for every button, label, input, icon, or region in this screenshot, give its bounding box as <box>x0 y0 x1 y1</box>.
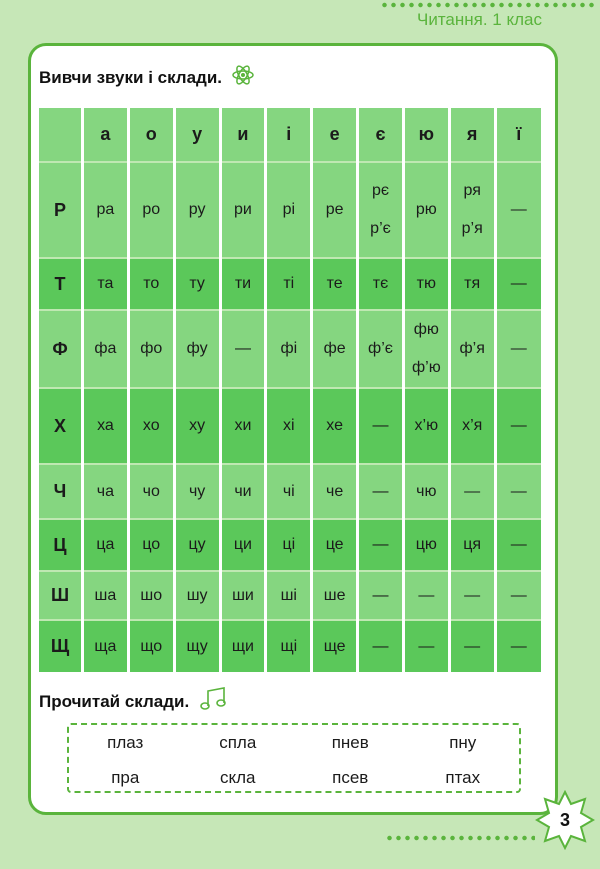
syllable-text: ши <box>232 586 254 604</box>
syllable-text: р’є <box>370 220 391 237</box>
consonant-cell: Х <box>53 415 66 436</box>
syllable-text: фе <box>323 340 346 357</box>
syllable-text: ф’ю <box>411 359 441 376</box>
table-row <box>39 310 541 388</box>
syllable-text: че <box>326 482 344 500</box>
syllable-cell <box>266 519 312 571</box>
syllable-table <box>39 108 541 672</box>
syllable-cell <box>174 388 220 464</box>
syllable-cell <box>266 258 312 310</box>
table-row <box>39 571 541 620</box>
syllable-cell <box>128 464 174 519</box>
syllable-cell <box>83 571 129 620</box>
reading-syllable: скла <box>219 768 256 787</box>
syllable-cell <box>495 464 541 519</box>
page-number: 3 <box>559 810 570 830</box>
syllable-text: — <box>418 637 435 655</box>
table-row <box>39 388 541 464</box>
syllable-cell <box>358 620 404 672</box>
syllable-text: — <box>510 637 527 655</box>
table-header-row <box>39 108 541 162</box>
syllable-text: то <box>143 275 160 292</box>
syllable-text: чи <box>234 482 252 500</box>
syllable-cell <box>83 464 129 519</box>
syllable-text: ці <box>282 536 296 553</box>
syllable-text: щу <box>186 637 208 655</box>
syllable-cell <box>128 310 174 388</box>
syllable-cell <box>449 620 495 672</box>
syllable-cell <box>83 310 129 388</box>
consonant-cell: Щ <box>50 636 70 656</box>
syllable-text: рю <box>415 201 437 218</box>
syllable-text: — <box>372 586 389 604</box>
section-title-text: Вивчи звуки і склади. <box>39 67 223 87</box>
syllable-text: — <box>510 536 527 553</box>
syllable-text: — <box>510 275 527 292</box>
page-number-badge <box>535 790 595 850</box>
syllable-text: ти <box>234 275 252 292</box>
syllable-text: цу <box>188 536 206 553</box>
syllable-text: ру <box>188 201 206 218</box>
syllable-cell <box>83 388 129 464</box>
syllable-text: — <box>510 340 527 357</box>
vowel-header-cell: е <box>312 108 358 162</box>
syllable-text: фу <box>186 340 208 357</box>
reading-syllable: плаз <box>107 733 144 752</box>
syllable-cell <box>174 571 220 620</box>
syllable-text: рє <box>371 182 390 199</box>
syllable-cell <box>495 620 541 672</box>
syllable-cell <box>174 310 220 388</box>
syllable-cell <box>220 310 266 388</box>
syllable-text: чу <box>188 482 206 500</box>
syllable-cell <box>358 464 404 519</box>
reading-syllable: псев <box>332 768 369 787</box>
table-row <box>39 162 541 258</box>
syllable-cell <box>495 388 541 464</box>
syllable-cell <box>449 571 495 620</box>
syllable-cell <box>128 388 174 464</box>
music-notes-icon <box>199 686 229 717</box>
syllable-cell <box>449 310 495 388</box>
syllable-cell <box>266 571 312 620</box>
reading-syllable: пра <box>111 768 140 787</box>
decorative-dots-top <box>380 2 595 8</box>
syllable-text: тє <box>372 275 389 292</box>
table-row <box>39 519 541 571</box>
syllable-cell <box>403 258 449 310</box>
syllable-cell <box>312 519 358 571</box>
reading-syllable: птах <box>445 768 481 787</box>
syllable-cell <box>358 258 404 310</box>
syllable-cell <box>312 258 358 310</box>
syllable-cell <box>312 620 358 672</box>
syllable-cell <box>403 620 449 672</box>
syllable-cell <box>128 258 174 310</box>
reading-row <box>69 768 519 788</box>
syllable-cell <box>83 162 129 258</box>
syllable-text: ча <box>96 482 115 500</box>
syllable-text: тю <box>416 275 436 292</box>
syllable-cell <box>403 519 449 571</box>
syllable-text: хі <box>283 417 295 434</box>
syllable-cell <box>358 571 404 620</box>
syllable-cell <box>312 388 358 464</box>
syllable-text: те <box>326 275 343 292</box>
syllable-text: ху <box>189 417 206 434</box>
syllable-cell <box>83 258 129 310</box>
syllable-cell <box>174 620 220 672</box>
vowel-header-cell: і <box>266 108 312 162</box>
syllable-text: хи <box>234 417 252 434</box>
syllable-text: ця <box>463 536 482 553</box>
syllable-text: ше <box>323 586 346 604</box>
consonant-cell: Ц <box>53 534 67 555</box>
syllable-cell <box>449 519 495 571</box>
syllable-text: ха <box>97 417 114 434</box>
syllable-text: хе <box>326 417 343 434</box>
syllable-cell <box>266 464 312 519</box>
syllable-cell <box>220 162 266 258</box>
syllable-text: фо <box>140 340 163 357</box>
syllable-text: ще <box>323 637 346 655</box>
syllable-cell <box>449 258 495 310</box>
syllable-text: ту <box>189 275 205 292</box>
syllable-text: щі <box>280 637 298 655</box>
syllable-text: та <box>97 275 114 292</box>
syllable-cell <box>220 620 266 672</box>
consonant-cell: Т <box>54 273 66 294</box>
consonant-cell: Ф <box>52 338 68 359</box>
table-corner-cell <box>39 108 83 162</box>
syllable-text: — <box>372 536 389 553</box>
syllable-text: ря <box>463 182 481 199</box>
syllable-text: — <box>510 482 527 500</box>
syllable-cell <box>449 464 495 519</box>
syllable-text: ро <box>142 201 161 218</box>
syllable-text: чі <box>282 482 295 500</box>
section-title-read <box>39 686 229 717</box>
section-title-text: Прочитай склади. <box>39 691 190 711</box>
syllable-cell <box>449 162 495 258</box>
vowel-header-cell: а <box>83 108 129 162</box>
page-header-title: Читання. 1 клас <box>417 10 542 29</box>
syllable-text: тя <box>464 275 481 292</box>
syllable-cell <box>449 388 495 464</box>
syllable-cell <box>220 388 266 464</box>
vowel-header-cell: ї <box>495 108 541 162</box>
syllable-cell <box>220 464 266 519</box>
syllable-text: — <box>510 201 527 218</box>
reading-syllable: пнев <box>331 733 369 752</box>
syllable-text: — <box>510 417 527 434</box>
decorative-dots-bottom <box>385 835 535 841</box>
syllable-cell <box>403 162 449 258</box>
syllable-text: шу <box>186 586 208 604</box>
syllable-text: щи <box>231 637 254 655</box>
syllable-cell <box>266 310 312 388</box>
syllable-cell <box>128 162 174 258</box>
syllable-cell <box>128 620 174 672</box>
syllable-text: рі <box>282 201 296 218</box>
syllable-cell <box>220 519 266 571</box>
syllable-text: фа <box>94 340 117 357</box>
syllable-cell <box>174 464 220 519</box>
syllable-cell <box>128 571 174 620</box>
syllable-cell <box>403 464 449 519</box>
vowel-header-cell: о <box>128 108 174 162</box>
vowel-header-cell: у <box>174 108 220 162</box>
atom-icon <box>232 64 254 91</box>
syllable-cell <box>266 388 312 464</box>
syllable-cell <box>312 310 358 388</box>
syllable-text: ф’є <box>368 340 393 357</box>
syllable-text: чо <box>142 482 160 500</box>
syllable-cell <box>266 620 312 672</box>
table-row <box>39 464 541 519</box>
syllable-cell <box>174 258 220 310</box>
syllable-text: — <box>234 340 251 357</box>
syllable-cell <box>220 571 266 620</box>
consonant-cell: Ч <box>53 481 67 501</box>
syllable-cell <box>495 162 541 258</box>
table-row <box>39 620 541 672</box>
vowel-header-cell: я <box>449 108 495 162</box>
syllable-text: чю <box>416 482 437 500</box>
syllable-text: — <box>464 482 481 500</box>
syllable-cell <box>312 162 358 258</box>
syllable-text: — <box>372 482 389 500</box>
syllable-text: фю <box>413 321 439 338</box>
syllable-cell <box>495 310 541 388</box>
syllable-cell <box>266 162 312 258</box>
syllable-cell <box>174 162 220 258</box>
syllable-text: це <box>325 536 344 553</box>
syllable-text: р’я <box>461 220 483 237</box>
table-row <box>39 258 541 310</box>
syllable-text: ри <box>234 201 252 218</box>
syllable-cell <box>495 258 541 310</box>
syllable-text: ті <box>283 275 295 292</box>
syllable-text: що <box>140 637 163 655</box>
syllable-cell <box>83 620 129 672</box>
consonant-cell: Ш <box>50 585 70 605</box>
syllable-text: — <box>372 417 389 434</box>
reading-syllable: спла <box>219 733 257 752</box>
reading-row <box>69 733 519 753</box>
section-title-sounds <box>39 64 254 91</box>
syllable-text: ци <box>233 536 252 553</box>
syllable-reading-box <box>67 723 521 793</box>
syllable-text: фі <box>280 340 298 357</box>
syllable-text: ра <box>96 201 115 218</box>
reading-syllable: пну <box>449 733 477 752</box>
syllable-cell <box>495 519 541 571</box>
syllable-cell <box>128 519 174 571</box>
syllable-text: — <box>372 637 389 655</box>
syllable-cell <box>358 519 404 571</box>
syllable-text: ша <box>94 586 117 604</box>
syllable-text: — <box>510 586 527 604</box>
syllable-cell <box>220 258 266 310</box>
vowel-header-cell: ю <box>403 108 449 162</box>
content-card <box>28 43 558 815</box>
syllable-text: шо <box>140 586 163 604</box>
syllable-cell <box>403 388 449 464</box>
syllable-cell <box>495 571 541 620</box>
syllable-text: — <box>418 586 435 604</box>
syllable-text: х’я <box>462 417 483 434</box>
syllable-text: ші <box>280 586 297 604</box>
syllable-cell <box>358 310 404 388</box>
syllable-cell <box>358 162 404 258</box>
syllable-text: ща <box>94 637 117 655</box>
syllable-text: хо <box>142 417 160 434</box>
syllable-text: ф’я <box>459 340 485 357</box>
syllable-cell <box>174 519 220 571</box>
syllable-text: х’ю <box>414 417 439 434</box>
syllable-text: — <box>464 586 481 604</box>
syllable-cell <box>403 310 449 388</box>
syllable-text: цо <box>142 536 161 553</box>
syllable-text: — <box>464 637 481 655</box>
syllable-cell <box>83 519 129 571</box>
syllable-cell <box>312 464 358 519</box>
consonant-cell: Р <box>53 199 66 220</box>
vowel-header-cell: и <box>220 108 266 162</box>
syllable-text: цю <box>415 536 437 553</box>
syllable-cell <box>312 571 358 620</box>
syllable-cell <box>403 571 449 620</box>
syllable-text: ца <box>96 536 115 553</box>
vowel-header-cell: є <box>358 108 404 162</box>
syllable-text: ре <box>325 201 344 218</box>
syllable-cell <box>358 388 404 464</box>
